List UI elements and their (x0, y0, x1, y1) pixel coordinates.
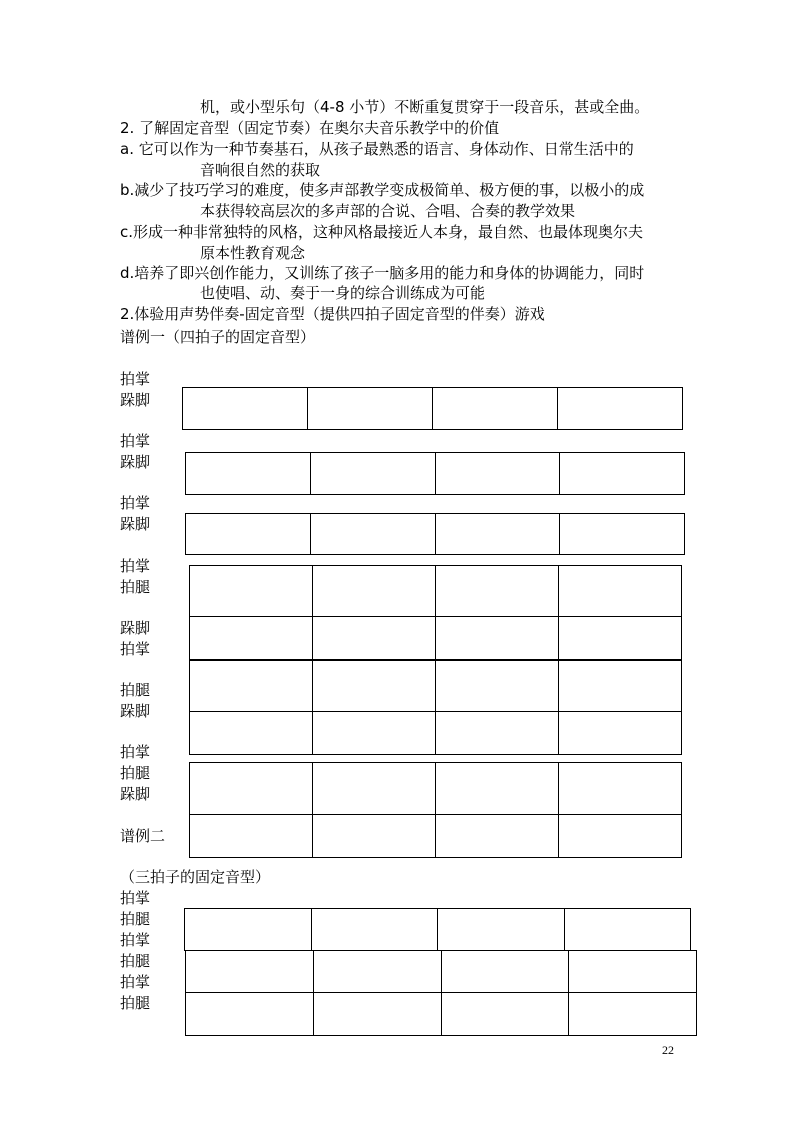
text-line: 本获得较高层次的多声部的合说、合唱、合奏的教学效果 (200, 202, 576, 220)
row-label: 跺脚 (120, 702, 151, 720)
page-number: 22 (662, 1043, 674, 1057)
row-label: 拍掌 (120, 743, 151, 761)
row-label: 拍掌 (120, 370, 151, 388)
row-label: 拍掌 (120, 557, 151, 575)
row-label: 拍掌 (120, 640, 151, 658)
example-title: 谱例一（四拍子的固定音型） (120, 328, 316, 346)
text-line: b.减少了技巧学习的难度，使多声部教学变成极简单、极方便的事，以极小的成 (120, 181, 645, 199)
text-line: 音响很自然的获取 (200, 161, 321, 179)
section-heading: 2.体验用声势伴奏-固定音型（提供四拍子固定音型的伴奏）游戏 (120, 305, 545, 323)
text-line: d.培养了即兴创作能力，又训练了孩子一脑多用的能力和身体的协调能力，同时 (120, 264, 645, 282)
row-label: 跺脚 (120, 515, 151, 533)
row-label: 拍腿 (120, 764, 151, 782)
row-label: 跺脚 (120, 453, 151, 471)
rhythm-grid (189, 762, 682, 858)
row-label: 拍掌 (120, 931, 151, 949)
row-label: 拍掌 (120, 889, 151, 907)
row-label: 跺脚 (120, 785, 151, 803)
row-label: 拍掌 (120, 432, 151, 450)
row-label: 拍掌 (120, 973, 151, 991)
example-caption: （三拍子的固定音型） (120, 868, 271, 886)
rhythm-grid (185, 513, 685, 555)
row-label: 跺脚 (120, 619, 151, 637)
row-label: 跺脚 (120, 391, 151, 409)
rhythm-grid (185, 452, 685, 495)
row-label: 拍腿 (120, 681, 151, 699)
rhythm-grid (185, 950, 697, 1036)
row-label: 拍掌 (120, 494, 151, 512)
text-line: c.形成一种非常独特的风格，这种风格最接近人本身，最自然、也最体现奥尔夫 (120, 223, 644, 241)
row-label: 拍腿 (120, 578, 151, 596)
rhythm-grid (189, 565, 682, 755)
text-line: 机，或小型乐句（4-8 小节）不断重复贯穿于一段音乐，甚或全曲。 (200, 98, 650, 116)
text-line: 原本性教育观念 (200, 244, 306, 262)
row-label: 拍腿 (120, 994, 151, 1012)
row-label: 拍腿 (120, 910, 151, 928)
text-line: 也使唱、动、奏于一身的综合训练成为可能 (200, 284, 486, 302)
text-line: a. 它可以作为一种节奏基石，从孩子最熟悉的语言、身体动作、日常生活中的 (120, 140, 634, 158)
section-heading: 2. 了解固定音型（固定节奏）在奥尔夫音乐教学中的价值 (120, 119, 500, 137)
example-title: 谱例二 (120, 827, 166, 845)
rhythm-grid (182, 387, 683, 430)
row-label: 拍腿 (120, 952, 151, 970)
rhythm-grid (184, 908, 691, 951)
